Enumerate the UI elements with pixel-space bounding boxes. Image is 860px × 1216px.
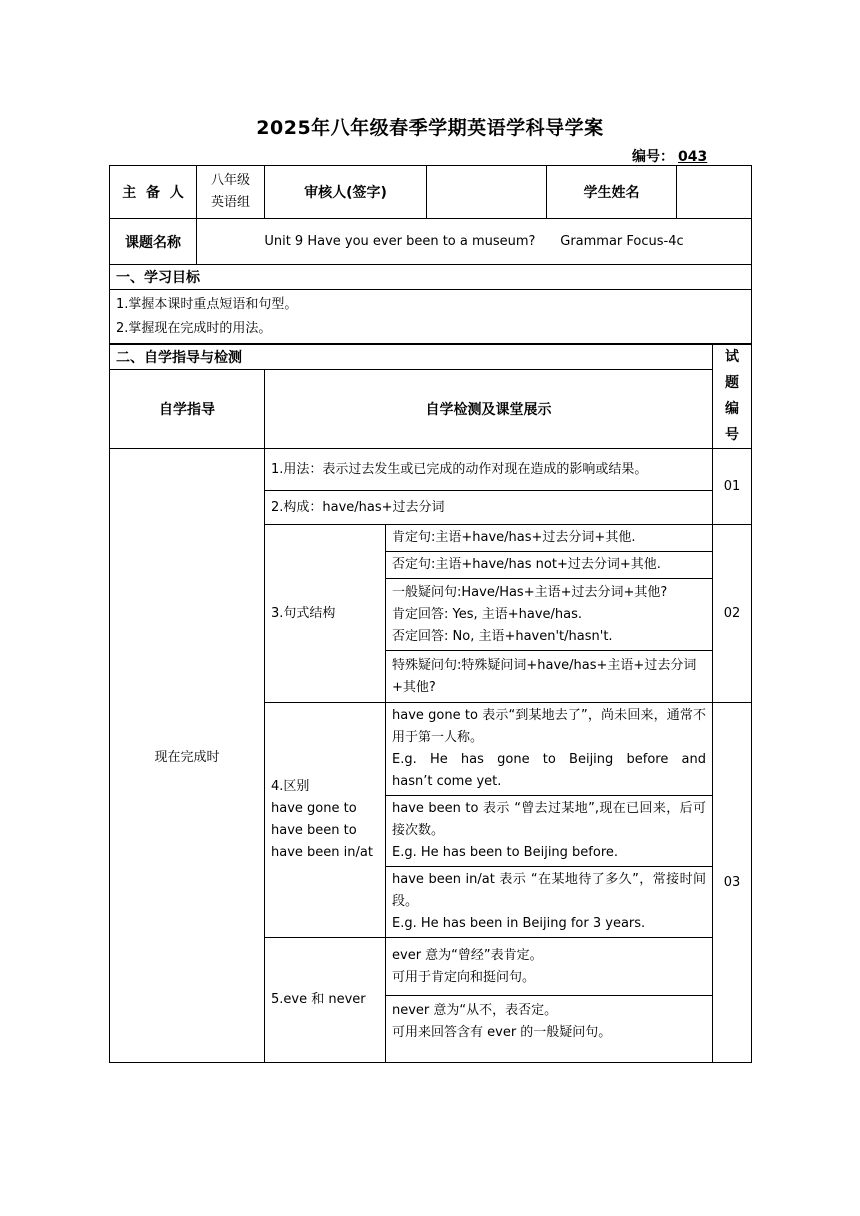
question-number-char-2: 题 bbox=[725, 375, 740, 391]
preparer-value bbox=[197, 166, 265, 219]
sentence-structure-label: 3.句式结构 bbox=[265, 525, 386, 703]
difference-label-line-3: have been to bbox=[271, 823, 357, 838]
self-study-heading: 二、自学指导与检测 bbox=[110, 344, 713, 370]
been-in-block bbox=[386, 867, 713, 938]
difference-label-line-1: 4.区别 bbox=[271, 779, 310, 794]
ever-never-label: 5.eve 和 never bbox=[265, 938, 386, 1063]
topic-label: 课题名称 bbox=[110, 219, 197, 265]
gone-to-block bbox=[386, 703, 713, 796]
question-number-char-3: 编 bbox=[725, 401, 740, 417]
never-block bbox=[386, 996, 713, 1063]
student-name-field[interactable] bbox=[677, 166, 752, 219]
question-number-char-4: 号 bbox=[725, 427, 740, 443]
preparer-label: 主 备 人 bbox=[110, 166, 197, 219]
serial-number bbox=[632, 146, 717, 166]
header-table bbox=[109, 165, 752, 345]
negative-sentence: 否定句:主语+have/has not+过去分词+其他. bbox=[386, 552, 713, 579]
never-usage: 可用来回答含有 ever 的一般疑问句。 bbox=[392, 1025, 612, 1040]
gone-to-example: E.g. He has gone to Beijing before and hasn’t come yet. bbox=[392, 752, 715, 789]
affirmative-sentence: 肯定句:主语+have/has+过去分词+其他. bbox=[386, 525, 713, 552]
difference-label bbox=[265, 703, 386, 938]
reviewer-label: 审核人(签字) bbox=[265, 166, 427, 219]
never-meaning: never 意为“从不，表否定。 bbox=[392, 1003, 558, 1018]
question-number-02: 02 bbox=[713, 525, 752, 703]
been-to-block bbox=[386, 796, 713, 867]
student-name-label: 学生姓名 bbox=[547, 166, 677, 219]
yes-no-question: 一般疑问句:Have/Has+主语+过去分词+其他? bbox=[392, 584, 668, 600]
preparer-value-line-2: 英语组 bbox=[210, 195, 250, 210]
been-to-explanation: have been to 表示 “曾去过某地”,现在已回来，后可接次数。 bbox=[392, 801, 707, 838]
reviewer-signature-field[interactable] bbox=[427, 166, 547, 219]
objectives-heading: 一、学习目标 bbox=[110, 265, 752, 290]
guide-header: 自学指导 bbox=[110, 370, 265, 449]
ever-block bbox=[386, 938, 713, 996]
topic-present-perfect: 现在完成时 bbox=[110, 449, 265, 1063]
serial-value: 043 bbox=[678, 149, 708, 165]
been-to-example: E.g. He has been to Beijing before. bbox=[392, 845, 619, 860]
structure-text: 2.构成：have/has+过去分词 bbox=[265, 491, 713, 525]
check-header: 自学检测及课堂展示 bbox=[265, 370, 713, 449]
yes-answer: 肯定回答: Yes, 主语+have/has. bbox=[392, 606, 583, 622]
gone-to-explanation: have gone to 表示“到某地去了”，尚未回来，通常不用于第一人称。 bbox=[392, 708, 707, 745]
question-number-03: 03 bbox=[713, 703, 752, 1063]
been-in-example: E.g. He has been in Beijing for 3 years. bbox=[392, 916, 646, 931]
usage-text: 1.用法：表示过去发生或已完成的动作对现在造成的影响或结果。 bbox=[265, 449, 713, 491]
objective-item-2: 2.掌握现在完成时的用法。 bbox=[116, 321, 272, 336]
question-number-char-1: 试 bbox=[725, 349, 740, 365]
been-in-explanation: have been in/at 表示 “在某地待了多久”，常接时间段。 bbox=[392, 872, 707, 909]
yes-no-question-block bbox=[386, 579, 713, 651]
difference-label-line-2: have gone to bbox=[271, 801, 357, 816]
no-answer: 否定回答: No, 主语+haven't/hasn't. bbox=[392, 628, 613, 644]
serial-label: 编号： bbox=[632, 149, 674, 165]
difference-label-line-4: have been in/at bbox=[271, 845, 373, 860]
question-number-header bbox=[713, 344, 752, 449]
objective-item-1: 1.掌握本课时重点短语和句型。 bbox=[116, 297, 298, 312]
preparer-value-line-1: 八年级 bbox=[210, 173, 250, 188]
wh-question: 特殊疑问句:特殊疑问词+have/has+主语+过去分词+其他? bbox=[386, 651, 713, 703]
ever-meaning: ever 意为“曾经”表肯定。 bbox=[392, 947, 543, 963]
ever-usage: 可用于肯定向和挺问句。 bbox=[392, 969, 536, 985]
topic-value: Unit 9 Have you ever been to a museum? Grammar Focus-4c bbox=[197, 219, 752, 265]
document-title: 2025年八年级春季学期英语学科导学案 bbox=[256, 117, 604, 139]
objectives-list bbox=[110, 290, 752, 345]
question-number-01: 01 bbox=[713, 449, 752, 525]
self-study-table bbox=[109, 343, 752, 1063]
